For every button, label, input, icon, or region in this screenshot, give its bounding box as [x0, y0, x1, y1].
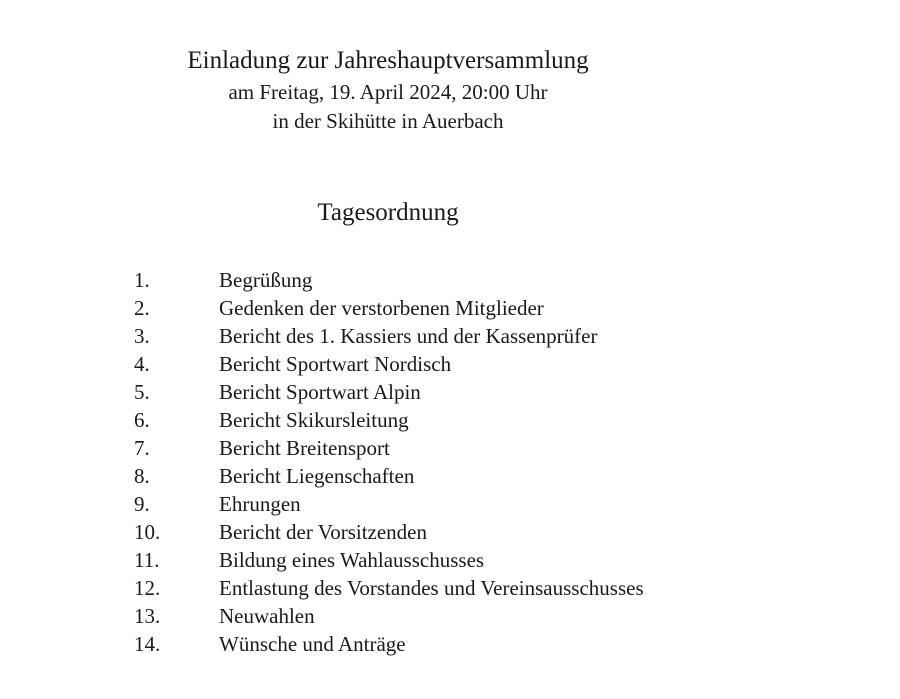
agenda-item-label: Bericht Breitensport: [219, 436, 390, 460]
agenda-list: [134, 266, 644, 658]
agenda-item-label: Bildung eines Wahlausschusses: [219, 548, 485, 572]
meeting-date: am Freitag, 19. April 2024, 20:00 Uhr: [228, 80, 548, 104]
agenda-item: [134, 574, 644, 602]
agenda-heading: Tagesordnung: [317, 199, 459, 226]
agenda-item: [134, 266, 644, 294]
agenda-item: [134, 546, 644, 574]
agenda-item-number: 2.: [134, 296, 150, 320]
agenda-item: [134, 434, 644, 462]
agenda-item-number: 12.: [134, 576, 161, 600]
agenda-item-label: Bericht Liegenschaften: [219, 464, 415, 488]
agenda-item: [134, 462, 644, 490]
agenda-item: [134, 602, 644, 630]
agenda-item: [134, 490, 644, 518]
agenda-item: [134, 294, 644, 322]
agenda-item-number: 11.: [134, 548, 160, 572]
agenda-item-label: Gedenken der verstorbenen Mitglieder: [219, 296, 544, 320]
agenda-item-label: Wünsche und Anträge: [219, 632, 406, 656]
agenda-item: [134, 406, 644, 434]
agenda-item-number: 14.: [134, 632, 161, 656]
agenda-item: [134, 518, 644, 546]
agenda-item-number: 13.: [134, 604, 161, 628]
agenda-item-label: Bericht Sportwart Nordisch: [219, 352, 452, 376]
agenda-item-number: 9.: [134, 492, 150, 516]
agenda-item: [134, 630, 644, 658]
agenda-item-number: 4.: [134, 352, 150, 376]
agenda-item-number: 8.: [134, 464, 150, 488]
meeting-location: in der Skihütte in Auerbach: [272, 109, 504, 133]
invitation-header: [187, 44, 588, 136]
agenda-item: [134, 350, 644, 378]
agenda-item-number: 7.: [134, 436, 150, 460]
agenda-item-label: Entlastung des Vorstandes und Vereinsausschusses: [219, 576, 644, 600]
agenda-item-label: Bericht des 1. Kassiers und der Kassenprüfer: [219, 324, 598, 348]
agenda-item-label: Bericht Skikursleitung: [219, 408, 409, 432]
agenda-item-label: Ehrungen: [219, 492, 301, 516]
agenda-item-number: 1.: [134, 268, 150, 292]
agenda-item: [134, 322, 644, 350]
invitation-title: Einladung zur Jahreshauptversammlung: [187, 47, 589, 74]
agenda-item-label: Bericht Sportwart Alpin: [219, 380, 421, 404]
agenda-item-label: Neuwahlen: [219, 604, 315, 628]
agenda-item-number: 5.: [134, 380, 150, 404]
agenda-item-label: Bericht der Vorsitzenden: [219, 520, 428, 544]
agenda-item-label: Begrüßung: [219, 268, 313, 292]
agenda-item-number: 6.: [134, 408, 150, 432]
agenda-item: [134, 378, 644, 406]
agenda-item-number: 10.: [134, 520, 161, 544]
agenda-item-number: 3.: [134, 324, 150, 348]
